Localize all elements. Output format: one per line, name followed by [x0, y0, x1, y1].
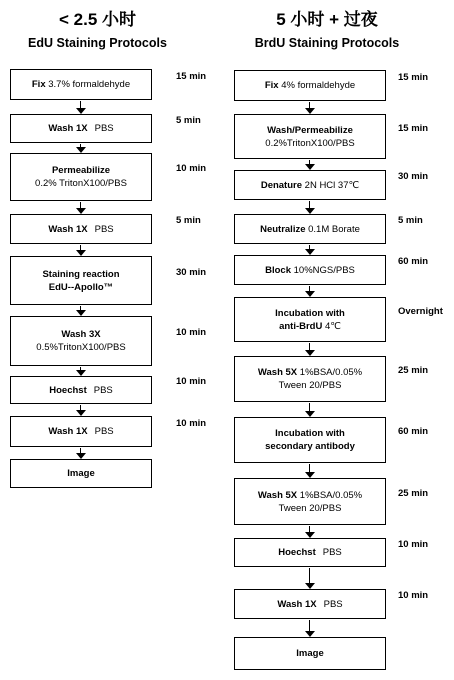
edu-step-line — [52, 164, 110, 177]
edu-step-duration: 5 min — [176, 215, 201, 226]
edu-step-label: Wash 1X — [48, 123, 88, 134]
edu-step-detail: PBS — [94, 426, 114, 437]
brdu-step-box — [234, 297, 386, 342]
brdu-step-detail: 1%BSA/0.05% — [297, 489, 363, 501]
brdu-step-label: Wash 1X — [277, 598, 317, 610]
edu-step-line — [35, 177, 127, 190]
down-arrow-icon — [305, 526, 315, 538]
brdu-step-duration: 60 min — [398, 426, 429, 437]
brdu-step-label: Denature — [260, 179, 303, 191]
brdu-step-line — [265, 264, 355, 277]
edu-step-box — [10, 459, 152, 488]
edu-step-label: Wash 3X — [61, 329, 101, 340]
brdu-step-line — [296, 647, 323, 660]
edu-step-box — [10, 316, 152, 366]
down-arrow-icon — [76, 405, 86, 416]
down-arrow-icon — [305, 568, 315, 589]
down-arrow-icon — [76, 448, 86, 459]
edu-step-line — [42, 268, 119, 281]
edu-step-detail: 0.5%TritonX100/PBS — [36, 342, 126, 353]
down-arrow-icon — [305, 620, 315, 637]
brdu-step-line — [265, 137, 354, 150]
edu-step-box — [10, 114, 152, 143]
edu-step-duration: 10 min — [176, 376, 207, 387]
down-arrow-icon — [76, 306, 86, 316]
edu-step-duration: 5 min — [176, 114, 201, 126]
edu-step-duration: 30 min — [176, 266, 207, 278]
brdu-step-detail: Tween 20/PBS — [278, 380, 342, 391]
brdu-step-line — [277, 598, 342, 611]
edu-step-box — [10, 376, 152, 404]
brdu-step-detail: 0.2%TritonX100/PBS — [265, 137, 355, 149]
brdu-step-box — [234, 214, 386, 244]
brdu-step-line — [279, 320, 341, 333]
brdu-step-detail: 1%BSA/0.05% — [297, 367, 363, 378]
brdu-step-duration: 25 min — [398, 487, 429, 499]
arrow-shaft — [309, 568, 310, 584]
edu-column-subtitle: EdU Staining Protocols — [28, 36, 167, 50]
edu-step-duration: 10 min — [176, 327, 207, 338]
brdu-step-line — [275, 307, 345, 320]
edu-step-detail: 3.7% formaldehyde — [45, 79, 131, 90]
brdu-step-detail: Tween 20/PBS — [278, 502, 342, 514]
brdu-step-line — [261, 179, 359, 192]
brdu-step-label: Incubation with — [275, 428, 345, 439]
brdu-step-box — [234, 70, 386, 101]
brdu-step-label: anti-BrdU — [279, 320, 323, 332]
brdu-step-line — [279, 379, 342, 392]
brdu-step-box — [234, 417, 386, 463]
brdu-step-label: Neutralize — [260, 223, 306, 235]
brdu-step-duration: 15 min — [398, 122, 429, 134]
brdu-step-detail: PBS — [322, 547, 342, 558]
brdu-step-line — [275, 427, 345, 440]
down-arrow-icon — [76, 367, 86, 376]
brdu-step-line — [265, 79, 355, 92]
brdu-step-detail: PBS — [323, 598, 343, 610]
down-arrow-icon — [305, 160, 315, 170]
edu-step-detail: PBS — [94, 123, 114, 134]
edu-step-duration: 10 min — [176, 163, 207, 174]
edu-step-box — [10, 416, 152, 447]
down-arrow-icon — [76, 144, 86, 153]
edu-step-detail: 0.2% TritonX100/PBS — [35, 178, 127, 189]
edu-step-duration: 10 min — [176, 417, 207, 429]
brdu-step-label: Wash 5X — [257, 489, 298, 501]
edu-step-line — [61, 328, 100, 341]
edu-column-title: < 2.5 小时 — [58, 10, 136, 29]
edu-step-line — [67, 467, 94, 480]
down-arrow-icon — [305, 403, 315, 417]
brdu-column-title: 5 小时 + 过夜 — [276, 10, 378, 29]
edu-step-label: Wash 1X — [48, 223, 88, 235]
down-arrow-icon — [305, 343, 315, 356]
brdu-step-duration: Overnight — [398, 305, 443, 317]
brdu-step-label: Block — [265, 264, 291, 276]
brdu-step-box — [234, 637, 386, 670]
brdu-step-duration: 25 min — [398, 365, 429, 376]
edu-step-detail: PBS — [94, 223, 114, 235]
edu-step-box — [10, 256, 152, 305]
brdu-step-duration: 5 min — [398, 215, 423, 226]
brdu-step-label: Hoechst — [278, 547, 316, 558]
down-arrow-icon — [76, 245, 86, 256]
edu-step-label: Fix — [31, 79, 46, 90]
edu-step-line — [48, 223, 113, 236]
brdu-step-box — [234, 356, 386, 402]
brdu-step-line — [278, 546, 342, 559]
edu-step-line — [48, 122, 113, 135]
down-arrow-icon — [305, 245, 315, 255]
brdu-step-line — [260, 223, 360, 236]
brdu-step-line — [258, 366, 362, 379]
brdu-step-label: Wash 5X — [257, 367, 298, 378]
edu-step-label: Image — [67, 468, 95, 479]
brdu-column-subtitle: BrdU Staining Protocols — [254, 36, 400, 50]
edu-step-line — [49, 281, 113, 294]
down-arrow-icon — [305, 464, 315, 478]
brdu-step-detail: 4% formaldehyde — [278, 80, 356, 91]
edu-step-duration: 15 min — [176, 70, 207, 82]
edu-step-line — [32, 78, 130, 91]
brdu-step-duration: 60 min — [398, 256, 429, 267]
brdu-step-line — [279, 502, 342, 515]
brdu-step-label: Fix — [264, 80, 279, 91]
edu-step-label: Staining reaction — [42, 268, 120, 280]
edu-step-box — [10, 69, 152, 100]
brdu-step-line — [258, 489, 362, 502]
brdu-step-label: Incubation with — [275, 307, 345, 319]
edu-step-label: Permeabilize — [51, 165, 111, 176]
edu-step-label: Wash 1X — [48, 426, 88, 437]
brdu-step-label: Wash/Permeabilize — [267, 124, 353, 136]
brdu-step-label: Image — [296, 648, 324, 659]
brdu-step-line — [267, 124, 353, 137]
edu-step-line — [49, 384, 113, 397]
brdu-step-detail: 10%NGS/PBS — [290, 264, 355, 276]
edu-step-line — [36, 341, 125, 354]
edu-step-label: EdU--Apollo™ — [48, 281, 114, 293]
down-arrow-icon — [305, 286, 315, 297]
brdu-step-detail: 0.1M Borate — [305, 223, 360, 235]
brdu-step-duration: 10 min — [398, 590, 429, 601]
down-arrow-icon — [305, 201, 315, 214]
brdu-step-box — [234, 170, 386, 200]
edu-step-detail: PBS — [93, 384, 113, 396]
edu-step-line — [48, 425, 113, 438]
brdu-step-duration: 30 min — [398, 171, 429, 182]
brdu-step-box — [234, 538, 386, 567]
brdu-step-box — [234, 589, 386, 619]
edu-step-label: Hoechst — [49, 384, 87, 396]
down-arrow-icon — [305, 102, 315, 114]
brdu-step-duration: 15 min — [398, 71, 429, 83]
brdu-step-line — [265, 440, 355, 453]
brdu-step-box — [234, 478, 386, 525]
brdu-step-box — [234, 114, 386, 159]
brdu-step-duration: 10 min — [398, 538, 429, 550]
brdu-step-detail: 2N HCl 37℃ — [302, 179, 360, 191]
edu-step-box — [10, 214, 152, 244]
brdu-step-box — [234, 255, 386, 285]
brdu-step-label: secondary antibody — [265, 441, 355, 452]
down-arrow-icon — [76, 202, 86, 214]
edu-step-box — [10, 153, 152, 201]
brdu-step-detail: 4℃ — [322, 320, 341, 332]
down-arrow-icon — [76, 101, 86, 114]
